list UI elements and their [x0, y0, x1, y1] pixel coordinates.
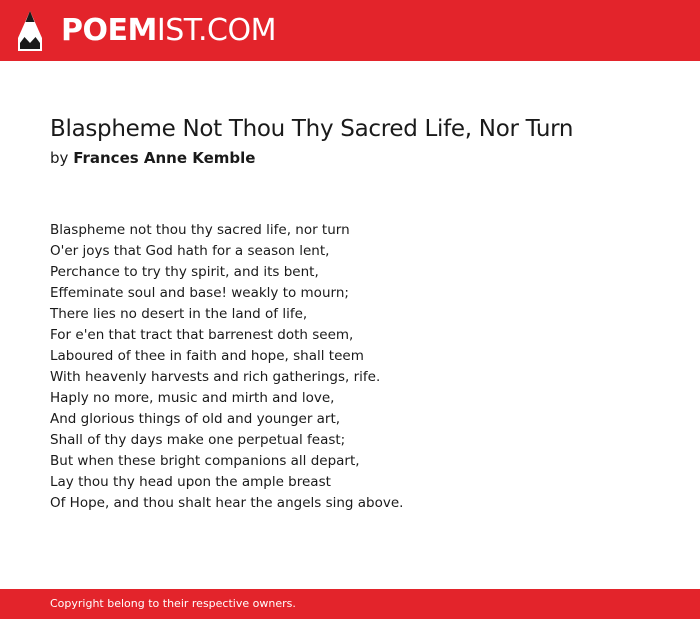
author-name: Frances Anne Kemble	[73, 149, 256, 167]
poem-line: Lay thou thy head upon the ample breast	[50, 474, 331, 490]
poem-line: But when these bright companions all depart,	[50, 453, 360, 469]
pencil-tip-icon[interactable]	[17, 10, 43, 52]
poem-title: Blaspheme Not Thou Thy Sacred Life, Nor Turn	[50, 116, 574, 142]
poem-line: Haply no more, music and mirth and love,	[50, 390, 335, 406]
poem-line: Shall of thy days make one perpetual feast;	[50, 432, 346, 448]
poem-line: Blaspheme not thou thy sacred life, nor turn	[50, 222, 350, 238]
poem-line: Laboured of thee in faith and hope, shall teem	[50, 348, 364, 364]
byline	[50, 149, 255, 167]
site-header	[0, 0, 700, 61]
logo-text-light: IST.COM	[156, 13, 276, 48]
logo-text-bold: POEM	[61, 13, 157, 48]
poem-line: There lies no desert in the land of life,	[50, 306, 308, 322]
poem-line: Effeminate soul and base! weakly to mourn;	[50, 285, 349, 301]
by-label: by	[50, 149, 69, 167]
copyright-notice: Copyright belong to their respective owners.	[50, 597, 296, 610]
poem-line: With heavenly harvests and rich gatherings, rife.	[50, 369, 381, 385]
poem-line: Perchance to try thy spirit, and its bent,	[50, 264, 319, 280]
poem-line: For e'en that tract that barrenest doth seem,	[50, 327, 354, 343]
site-footer	[0, 589, 700, 619]
poem-line: O'er joys that God hath for a season lent,	[50, 243, 330, 259]
site-logo[interactable]	[61, 10, 276, 52]
poem-body	[50, 220, 403, 514]
poem-line: Of Hope, and thou shalt hear the angels sing above.	[50, 495, 404, 511]
poem-line: And glorious things of old and younger art,	[50, 411, 341, 427]
